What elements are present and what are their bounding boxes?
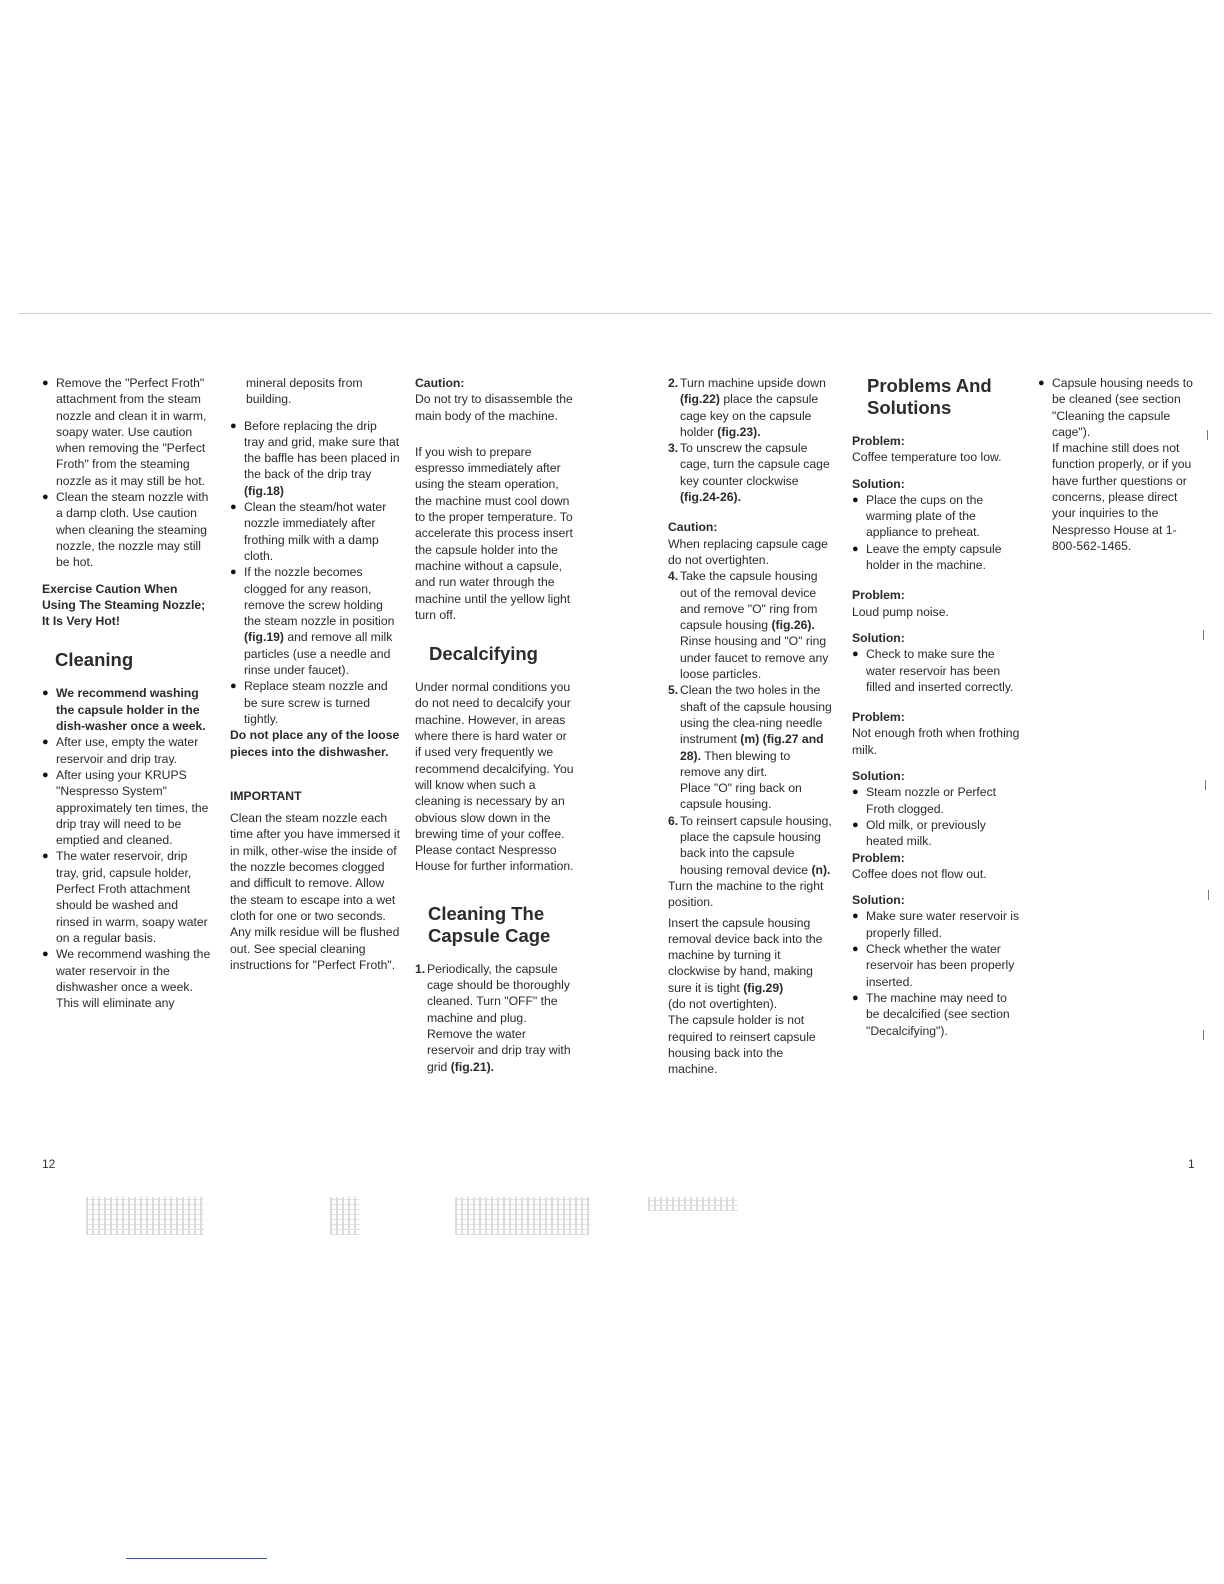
problem-label: Problem: [852, 588, 905, 603]
step-number: 4. [668, 569, 679, 584]
paragraph: Do not try to disassemble the main body of the machine. [415, 392, 573, 423]
text: If the nozzle becomes clogged for any reason, remove the screw holding the steam nozzle in position [244, 565, 395, 629]
column-6 [1038, 375, 1198, 554]
caution-heading: Caution: [668, 520, 718, 535]
list-item: ● Clean the steam/hot water nozzle immediately after frothing milk with a damp cloth. [230, 499, 400, 564]
problem-label: Problem: [852, 710, 905, 725]
figure-ref: (fig.21). [450, 1059, 495, 1074]
paragraph: Clean the steam nozzle each time after you have immersed it in milk, other-wise the inside of the nozzle becomes clogged and difficult to remove. Allow the steam to escape into a wet cloth for one or two seconds. [230, 811, 401, 923]
figure-ref: (m) (fig.27 and 28). [680, 732, 824, 763]
figure-ref: (fig.26). [771, 618, 815, 633]
problem-text: Coffee temperature too low. [852, 450, 1002, 465]
step-number: 2. [668, 376, 679, 390]
underline-link-mark [126, 1558, 267, 1559]
section-heading-cleaning: Cleaning [55, 649, 134, 671]
list-item: ● We recommend washing the capsule holder in the dish-washer once a week. [42, 685, 212, 734]
step-number: 6. [668, 813, 679, 828]
solution-label: Solution: [852, 769, 905, 784]
step-item [415, 961, 575, 1075]
figure-ref: (fig.22) [680, 392, 720, 407]
problem-text: Coffee does not flow out. [852, 866, 987, 881]
text: Clean the two holes in the shaft of the capsule housing using the clea-ning needle instrument [680, 683, 832, 747]
list-item: ● Capsule housing needs to be cleaned (see section "Cleaning the capsule cage"). [1038, 375, 1198, 440]
problem-label: Problem: [852, 434, 905, 448]
list-item: ● Make sure water reservoir is properly filled. [852, 908, 1020, 941]
list-item: ● Replace steam nozzle and be sure screw is turned tightly. [230, 678, 400, 727]
figure-ref: (fig.24-26). [680, 490, 741, 505]
scan-artifact [648, 1197, 738, 1211]
figure-ref: (fig.19) [244, 630, 284, 645]
section-heading-capsule-cage: Cleaning The Capsule Cage [428, 902, 551, 946]
step-number: 1. [415, 961, 426, 976]
scan-artifact [330, 1197, 360, 1235]
column-1 [42, 375, 212, 1011]
column-4 [668, 375, 833, 1077]
step-number: 5. [668, 683, 679, 698]
paragraph: If machine still does not function properly, or if you have further questions or concerns, please direct your inquiries to the Nespresso House at 1-800-562-1465. [1052, 441, 1192, 553]
text: Before replacing the drip tray and grid, make sure that the baffle has been placed in the back of the drip tray [244, 418, 400, 482]
list-item: ● Clean the steam nozzle with a damp cloth. Use caution when cleaning the steaming nozzle, the nozzle may still be hot. [42, 489, 212, 570]
solution-label: Solution: [852, 630, 905, 645]
scan-artifact [86, 1197, 204, 1235]
text: place the capsule cage key on the capsule holder [680, 392, 819, 439]
list-item [230, 418, 400, 499]
step-item [668, 375, 833, 440]
list-item: ● The water reservoir, drip tray, grid, capsule holder, Perfect Froth attachment should be washed and rinsed in warm, soapy water on a regular basis. [42, 848, 212, 946]
text: Insert the capsule housing removal device back into the machine by turning it clockwise by hand, making sure it is tight [668, 915, 823, 995]
list-item [230, 564, 400, 678]
column-3 [415, 375, 575, 1075]
step-item [668, 440, 833, 505]
section-heading-decalcifying: Decalcifying [429, 643, 538, 665]
text: Periodically, the capsule cage should be thoroughly cleaned. Turn "OFF" the machine and plug. Remove the water reservoir and drip tray with grid [427, 961, 571, 1074]
list-item: ● Check to make sure the water reservoir has been filled and inserted correctly. [852, 646, 1020, 695]
text: Take the capsule housing out of the removal device and remove "O" ring from capsule housing [680, 569, 818, 633]
scan-artifact [455, 1197, 590, 1235]
column-2 [230, 375, 400, 973]
step-number: 3. [668, 441, 679, 456]
page-number-left: 12 [42, 1157, 56, 1171]
step-item [668, 568, 833, 682]
list-item: ● After use, empty the water reservoir and drip tray. [42, 734, 212, 767]
column-5 [852, 375, 1020, 1039]
step-item [668, 682, 833, 812]
list-item: ● Old milk, or previously heated milk. [852, 817, 1020, 850]
solution-label: Solution: [852, 476, 905, 491]
figure-ref: (fig.29) [743, 980, 784, 995]
problem-label: Problem: [852, 850, 905, 865]
list-item: ● The machine may need to be decalcified (see section "Decalcifying"). [852, 990, 1020, 1039]
figure-ref: (fig.23). [717, 424, 761, 439]
caution-heading: Caution: [415, 376, 465, 390]
page-divider [18, 313, 1212, 314]
problem-text: Not enough froth when frothing milk. [852, 726, 1020, 757]
warning-note: Do not place any of the loose pieces into the dishwasher. [230, 728, 400, 759]
paragraph: When replacing capsule cage do not overtighten. [668, 536, 828, 567]
section-heading-problems: Problems And Solutions [867, 375, 992, 418]
list-item: ● Leave the empty capsule holder in the machine. [852, 541, 1020, 574]
paragraph: Any milk residue will be flushed out. See special cleaning instructions for "Perfect Froth". [230, 925, 400, 972]
figure-ref: (n). [811, 862, 831, 877]
text: and remove all milk particles (use a needle and rinse under faucet). [244, 630, 393, 678]
paragraph: The capsule holder is not required to reinsert capsule housing back into the machine. [668, 1013, 816, 1077]
important-heading: IMPORTANT [230, 788, 302, 803]
step-item [668, 813, 833, 878]
list-item: ● We recommend washing the water reservoir in the dishwasher once a week. This will eliminate any [42, 946, 212, 1011]
text: Turn machine upside down [680, 376, 826, 390]
scan-edge-marks [1201, 330, 1215, 1190]
paragraph: Turn the machine to the right position. [668, 878, 824, 910]
list-item: ● Remove the "Perfect Froth" attachment from the steam nozzle and clean it in warm, soapy water. Use caution when removing the "Perfect Froth" from the steaming nozzle as it may still be hot. [42, 375, 212, 489]
text: Rinse housing and "O" ring under faucet to remove any loose particles. [680, 634, 829, 682]
paragraph [668, 915, 833, 1013]
problem-text: Loud pump noise. [852, 604, 949, 619]
text: (do not overtighten). [668, 996, 778, 1011]
paragraph: Under normal conditions you do not need to decalcify your machine. However, in areas where there is hard water or if used very frequently we recommend decalcifying. You will know when such a cleaning is necessary by an obvious slow down in the brewing time of your coffee. Please contact Nespresso House for further information. [415, 680, 574, 874]
text: Place "O" ring back on capsule housing. [680, 781, 802, 812]
list-item: ● Steam nozzle or Perfect Froth clogged. [852, 784, 1020, 817]
paragraph: mineral deposits from building. [246, 376, 363, 407]
list-item: ● Check whether the water reservoir has been properly inserted. [852, 941, 1020, 990]
text: Then blewing to remove any dirt. [680, 748, 791, 779]
paragraph: If you wish to prepare espresso immediately after using the steam operation, the machine must cool down to the proper temperature. To accelerate this process insert the capsule holder into the machine without a capsule, and run water through the machine until the yellow light turn off. [415, 444, 573, 622]
list-item: ● After using your KRUPS "Nespresso System" approximately ten times, the drip tray will need to be emptied and cleaned. [42, 767, 212, 848]
list-item: ● Place the cups on the warming plate of the appliance to preheat. [852, 492, 1020, 541]
solution-label: Solution: [852, 893, 905, 908]
caution-note: Exercise Caution When Using The Steaming Nozzle; It Is Very Hot! [42, 581, 206, 629]
page-number-right: 1 [1188, 1157, 1195, 1171]
text: To unscrew the capsule cage, turn the capsule cage key counter clockwise [680, 441, 830, 488]
figure-ref: (fig.18) [244, 483, 284, 498]
text: To reinsert capsule housing, place the capsule housing back into the capsule housing removal device [680, 813, 832, 877]
